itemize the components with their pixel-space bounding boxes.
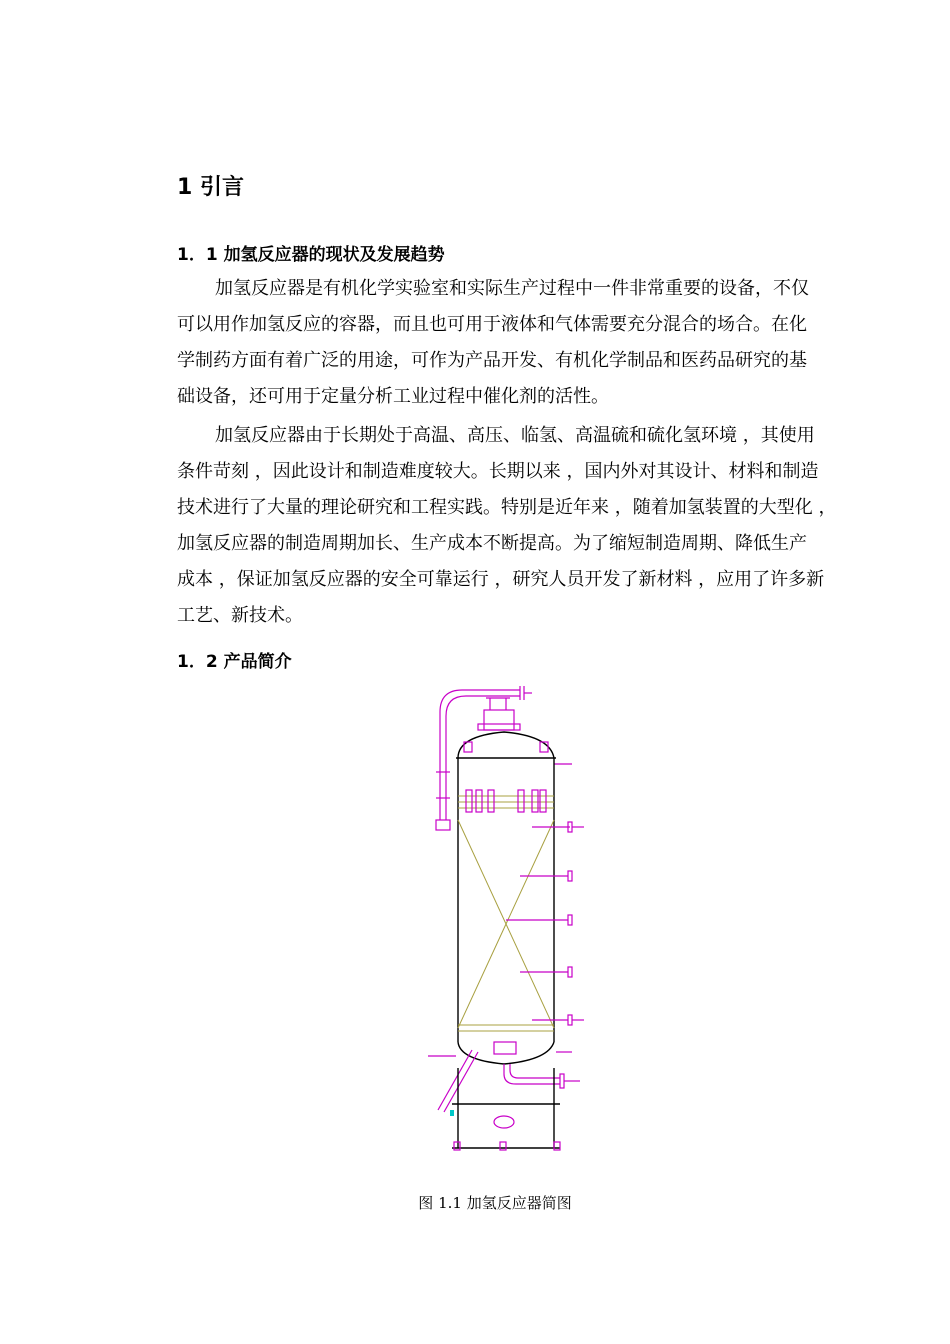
subsection-title-1: 1．1 加氢反应器的现状及发展趋势 (177, 245, 445, 265)
paragraph-line: 技术进行了大量的理论研究和工程实践。特别是近年来 ，随着加氢装置的大型化 ， (177, 497, 837, 518)
paragraph-line: 学制药方面有着广泛的用途，可作为产品开发、有机化学制品和医药品研究的基 (177, 350, 807, 371)
top-head (456, 732, 556, 758)
paragraph-line: 可以用作加氢反应的容器，而且也可用于液体和气体需要充分混合的场合。在化 (177, 314, 807, 335)
subsection-title-2: 1．2 产品简介 (177, 652, 292, 672)
catalyst-bed (458, 820, 554, 1031)
paragraph-line: 加氢反应器的制造周期加长、生产成本不断提高。为了缩短制造周期、降低生产 (177, 533, 807, 554)
paragraph-line: 加氢反应器由于长期处于高温、高压、临氢、高温硫和硫化氢环境 ，其使用 (215, 425, 815, 446)
distributor-caps (466, 790, 546, 812)
paragraph-line: 条件苛刻 ，因此设计和制造难度较大。长期以来 ，国内外对其设计、材料和制造 (177, 461, 819, 482)
drain-marker (450, 1110, 454, 1116)
skirt-openings (454, 1116, 560, 1150)
paragraph-line: 加氢反应器是有机化学实验室和实际生产过程中一件非常重要的设备，不仅 (215, 278, 809, 299)
paragraph-line: 成本 ，保证加氢反应器的安全可靠运行 ，研究人员开发了新材料 ，应用了许多新 (177, 569, 825, 590)
paragraph-2 (177, 418, 867, 634)
section-title: 1 引言 (177, 175, 244, 200)
figure-caption: 图 1.1 加氢反应器简图 (418, 1194, 572, 1212)
reactor-drawing (420, 680, 590, 1160)
side-nozzles (506, 822, 584, 1025)
paragraph-line: 工艺、新技术。 (177, 605, 303, 626)
bottom-outlet (428, 1042, 580, 1112)
paragraph-line: 础设备，还可用于定量分析工业过程中催化剂的活性。 (177, 386, 609, 407)
top-manhole (464, 698, 572, 764)
paragraph-1 (177, 271, 867, 415)
reactor-diagram (420, 680, 590, 1160)
